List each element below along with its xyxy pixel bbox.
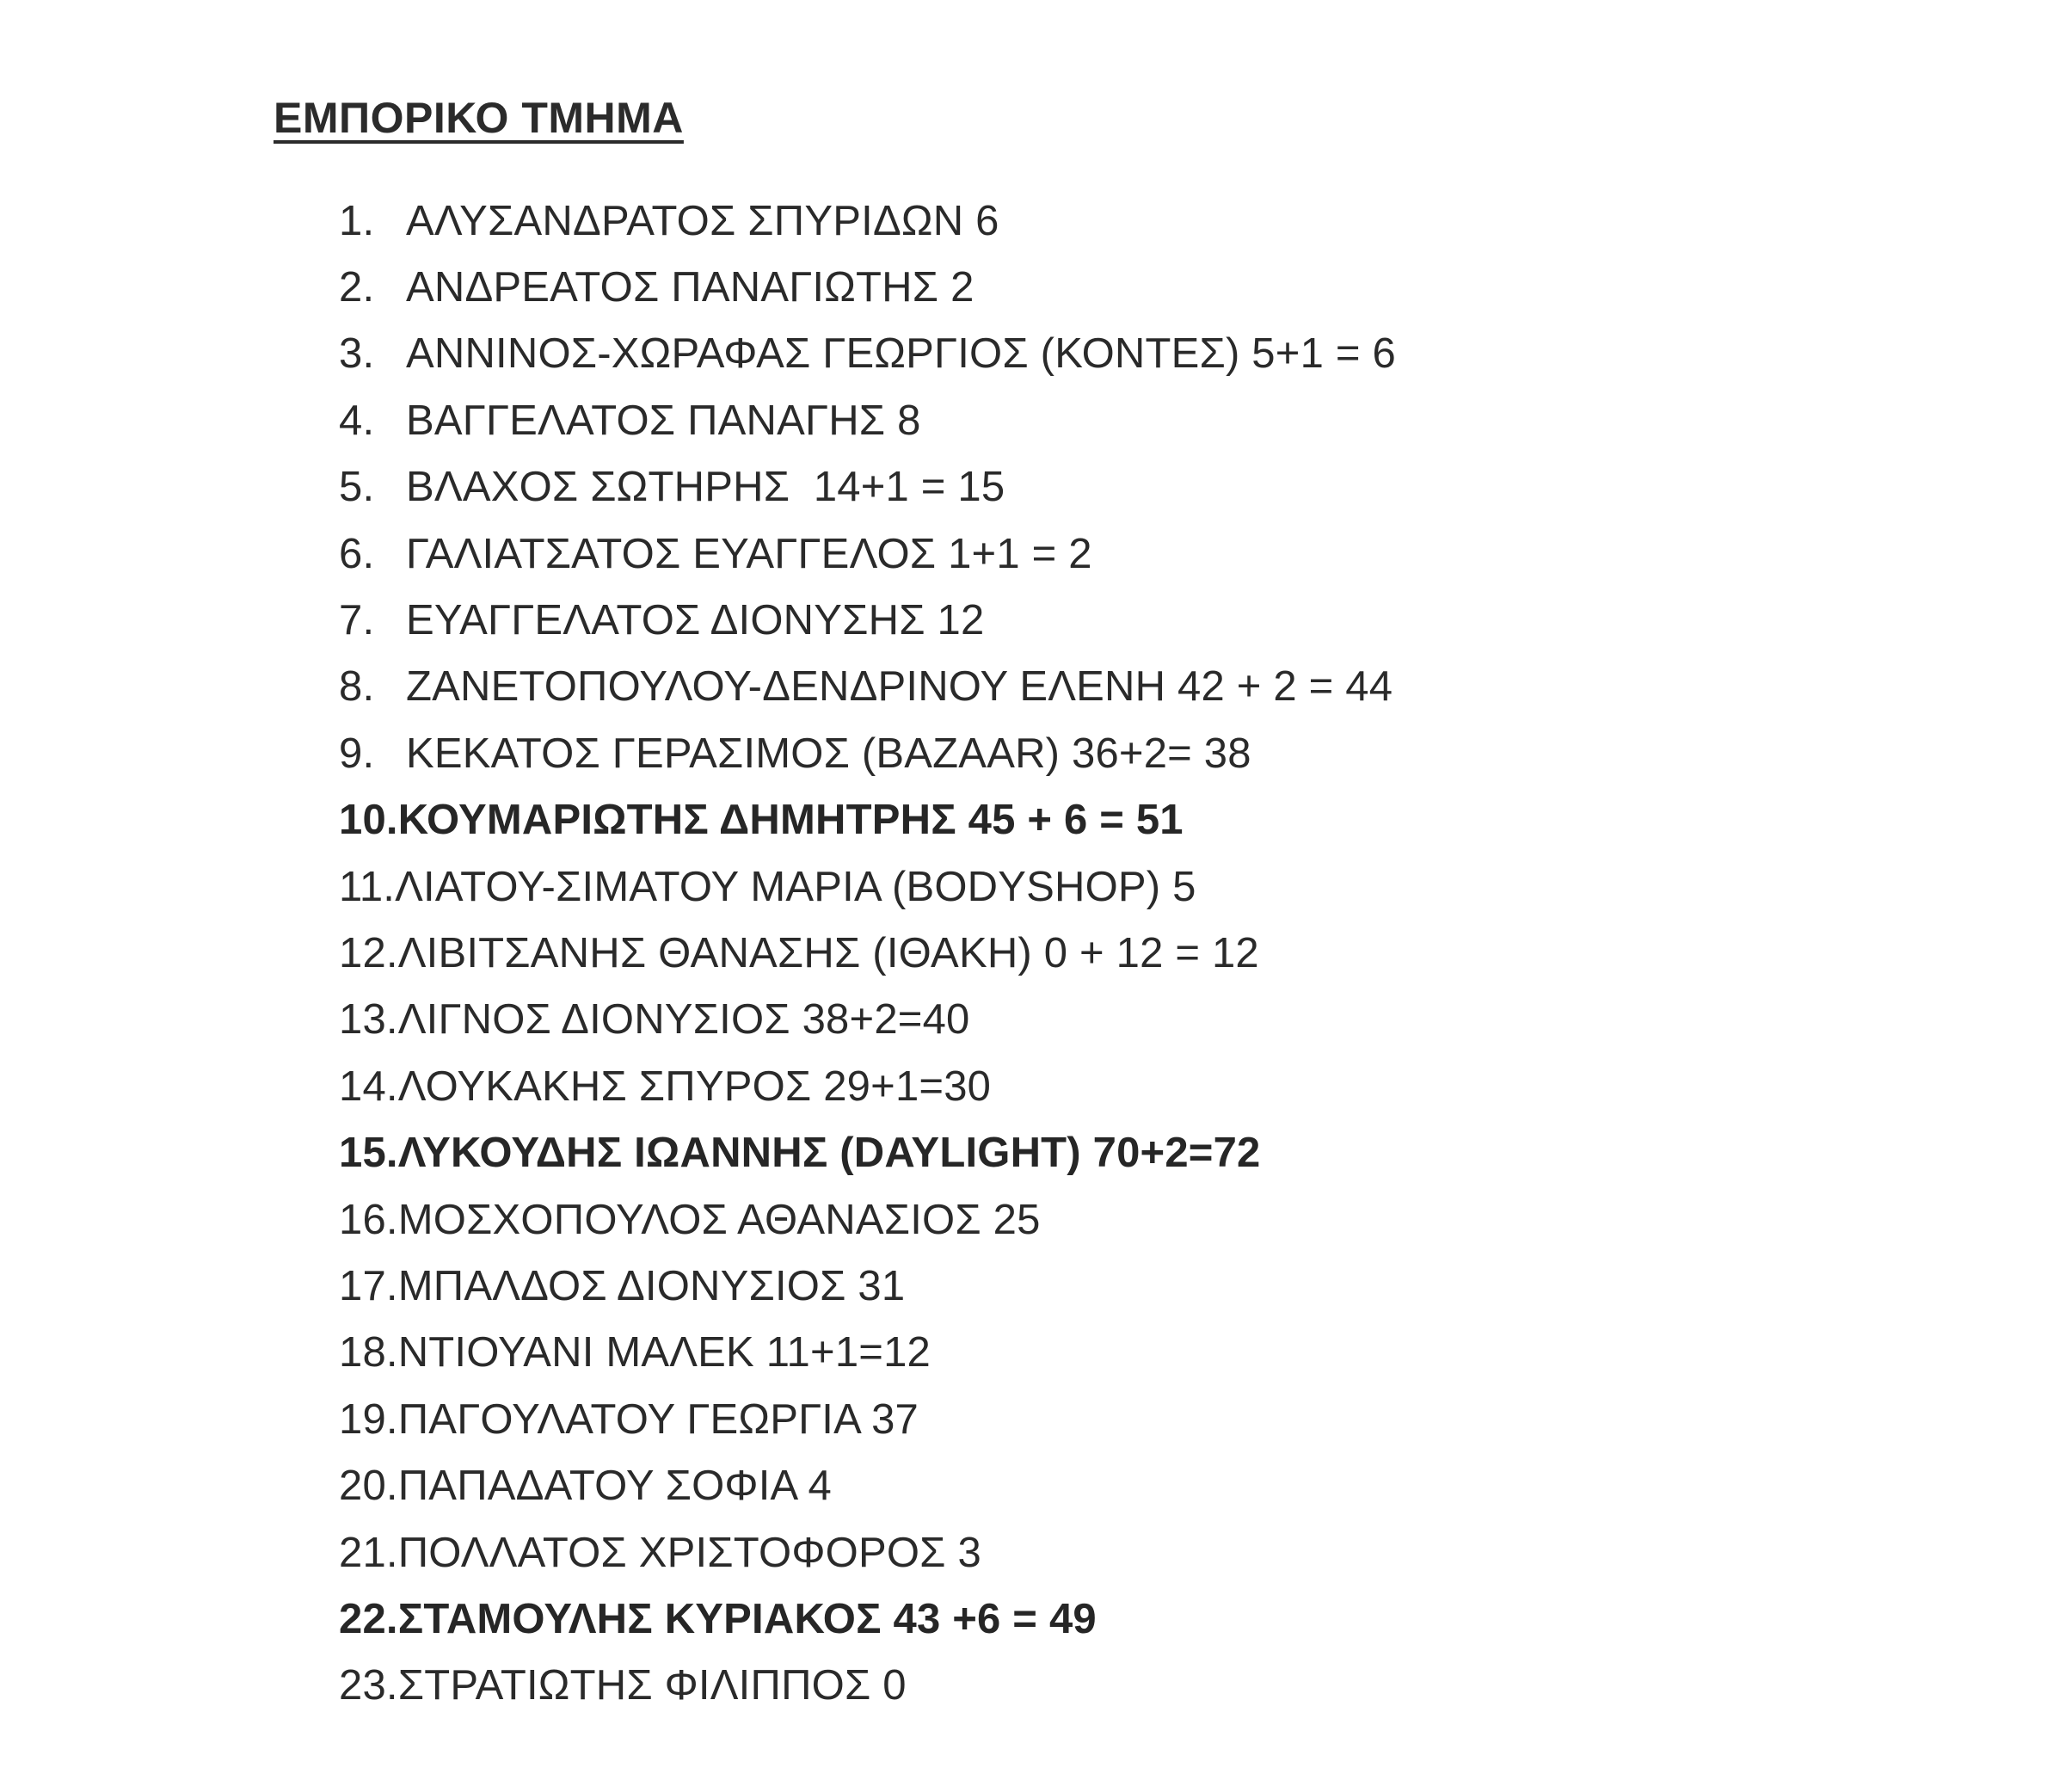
item-number: 23. [339,1662,398,1709]
list-item-highlighted [339,787,1396,853]
item-number: 2. [339,264,375,311]
item-text: ΒΑΓΓΕΛΑΤΟΣ ΠΑΝΑΓΗΣ 8 [406,397,921,444]
item-number: 4. [339,397,375,444]
list-item-highlighted [339,1119,1396,1186]
list-item [339,1320,1396,1386]
item-text: ΚΕΚΑΤΟΣ ΓΕΡΑΣΙΜΟΣ (BAZAAR) 36+2= 38 [406,730,1251,777]
item-number: 8. [339,663,375,711]
item-number: 13. [339,996,398,1044]
merchant-list [339,188,1396,1719]
list-item [339,920,1396,986]
item-number: 10. [339,797,398,844]
item-number: 6. [339,530,375,577]
list-item [339,1519,1396,1586]
item-number: 16. [339,1196,398,1243]
item-number: 1. [339,197,375,244]
list-item [339,1653,1396,1719]
item-number: 9. [339,730,375,777]
list-item [339,520,1396,587]
list-item [339,1386,1396,1452]
item-text: ΛΥΚΟΥΔΗΣ ΙΩΑΝΝΗΣ (DAYLIGHT) 70+2=72 [397,1130,1261,1177]
item-number: 11. [339,863,396,910]
item-number: 14. [339,1062,398,1110]
item-text: ΑΛΥΣΑΝΔΡΑΤΟΣ ΣΠΥΡΙΔΩΝ 6 [406,197,999,244]
list-item [339,654,1396,720]
item-text: ΚΟΥΜΑΡΙΩΤΗΣ ΔΗΜΗΤΡΗΣ 45 + 6 = 51 [397,797,1184,844]
list-item [339,720,1396,786]
item-text: ΠΟΛΛΑΤΟΣ ΧΡΙΣΤΟΦΟΡΟΣ 3 [397,1529,981,1576]
item-text: ΣΤΑΜΟΥΛΗΣ ΚΥΡΙΑΚΟΣ 43 +6 = 49 [397,1595,1097,1642]
item-number: 19. [339,1395,398,1443]
item-number: 12. [339,929,398,976]
item-text: ΛΟΥΚΑΚΗΣ ΣΠΥΡΟΣ 29+1=30 [397,1062,992,1110]
list-item [339,987,1396,1053]
list-item [339,853,1396,920]
item-text: ΠΑΓΟΥΛΑΤΟΥ ΓΕΩΡΓΙΑ 37 [397,1395,919,1443]
list-item [339,1186,1396,1253]
item-text: ΑΝΔΡΕΑΤΟΣ ΠΑΝΑΓΙΩΤΗΣ 2 [406,264,975,311]
item-number: 20. [339,1463,398,1510]
list-item [339,254,1396,320]
list-item-highlighted [339,1586,1396,1652]
list-item [339,1253,1396,1319]
list-item [339,387,1396,453]
item-number: 21. [339,1529,398,1576]
list-item [339,587,1396,653]
list-item [339,321,1396,387]
item-text: ΕΥΑΓΓΕΛΑΤΟΣ ΔΙΟΝΥΣΗΣ 12 [406,597,985,644]
list-item [339,1053,1396,1119]
item-number: 15. [339,1130,398,1177]
item-number: 7. [339,597,375,644]
list-item [339,188,1396,254]
list-item [339,454,1396,520]
item-text: ΛΙΒΙΤΣΑΝΗΣ ΘΑΝΑΣΗΣ (ΙΘΑΚΗ) 0 + 12 = 12 [397,929,1259,976]
list-item [339,1452,1396,1518]
item-number: 18. [339,1329,398,1377]
item-text: ΝΤΙΟΥΑΝΙ ΜΑΛΕΚ 11+1=12 [397,1329,931,1377]
item-text: ΒΛΑΧΟΣ ΣΩΤΗΡΗΣ 14+1 = 15 [406,464,1005,511]
item-text: ΜΠΑΛΔΟΣ ΔΙΟΝΥΣΙΟΣ 31 [397,1262,906,1309]
item-text: ΠΑΠΑΔΑΤΟΥ ΣΟΦΙΑ 4 [397,1463,832,1510]
item-number: 17. [339,1262,398,1309]
item-text: ΓΑΛΙΑΤΣΑΤΟΣ ΕΥΑΓΓΕΛΟΣ 1+1 = 2 [406,530,1092,577]
item-number: 5. [339,464,375,511]
item-text: ΛΙΓΝΟΣ ΔΙΟΝΥΣΙΟΣ 38+2=40 [397,996,970,1044]
item-text: ΑΝΝΙΝΟΣ-ΧΩΡΑΦΑΣ ΓΕΩΡΓΙΟΣ (ΚΟΝΤΕΣ) 5+1 = 6 [406,330,1396,378]
item-text: ΖΑΝΕΤΟΠΟΥΛΟΥ-ΔΕΝΔΡΙΝΟΥ ΕΛΕΝΗ 42 + 2 = 44 [406,663,1393,711]
item-text: ΣΤΡΑΤΙΩΤΗΣ ΦΙΛΙΠΠΟΣ 0 [397,1662,907,1709]
item-number: 3. [339,330,375,378]
item-text: ΜΟΣΧΟΠΟΥΛΟΣ ΑΘΑΝΑΣΙΟΣ 25 [397,1196,1041,1243]
section-heading: ΕΜΠΟΡΙΚΟ ΤΜΗΜΑ [274,94,684,142]
item-text: ΛΙΑΤΟΥ-ΣΙΜΑΤΟΥ ΜΑΡΙΑ (BODYSHOP) 5 [395,863,1196,910]
item-number: 22. [339,1595,398,1642]
